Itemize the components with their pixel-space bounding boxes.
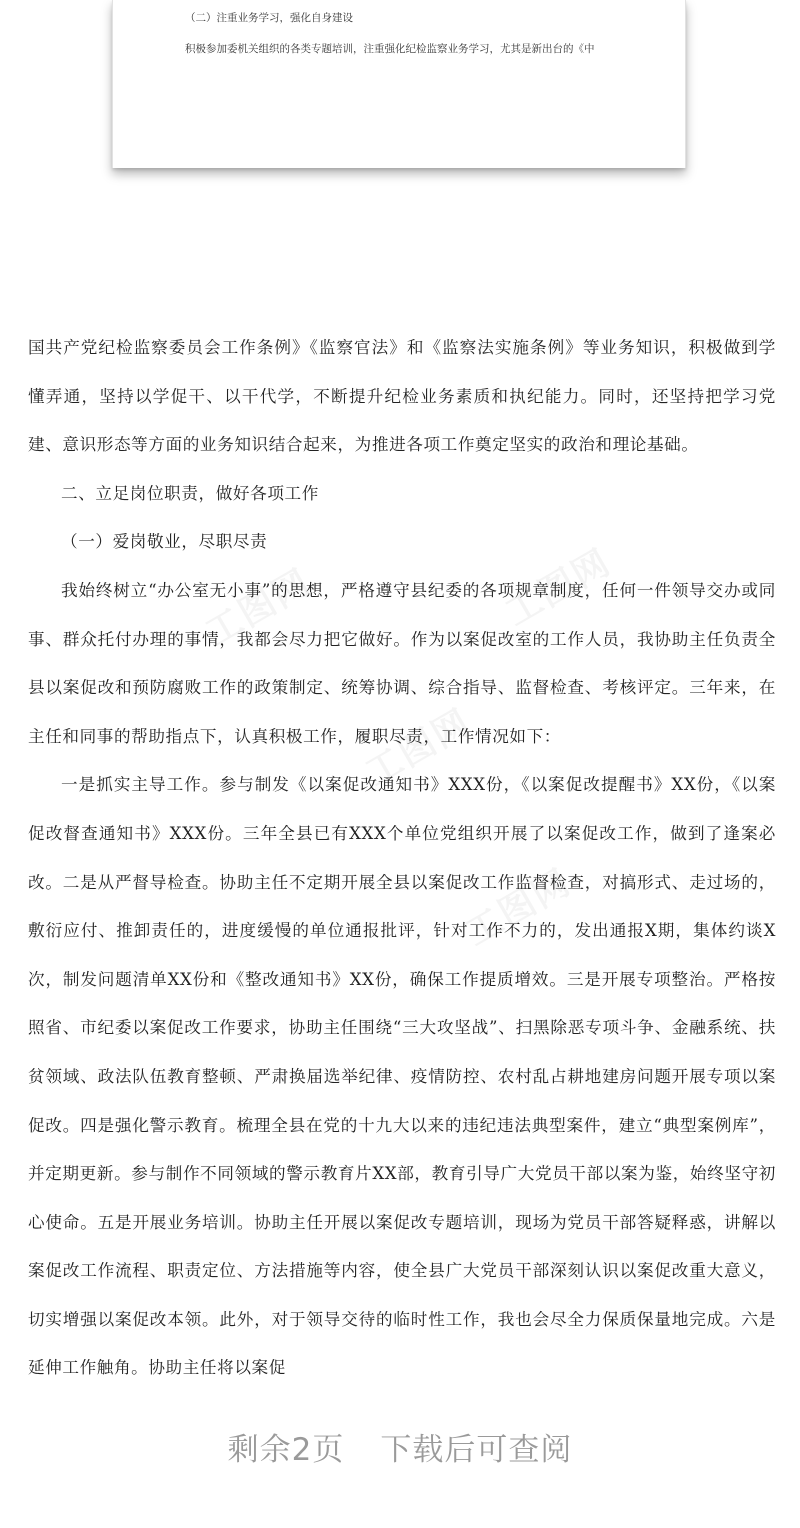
paragraph: 我始终树立“办公室无小事”的思想，严格遵守县纪委的各项规章制度，任何一件领导交办或同事、群众托付办理的事情，我都会尽力把它做好。作为以案促改室的工作人员，我协助主任负责全县以案促改和预防腐败工作的政策制定、统筹协调、综合指导、监督检查、考核评定。三年来，在主任和同事的帮助指点下，认真积极工作，履职尽责，工作情况如下： — [28, 580, 776, 746]
preview-heading: （二）注重业务学习，强化自身建设 — [185, 12, 353, 24]
preview-card — [112, 0, 686, 168]
subsection-heading: （一）爱岗敬业，尽职尽责 — [61, 532, 268, 552]
remaining-pages-banner[interactable] — [0, 1428, 800, 1472]
remaining-pages-label: 剩余2页 — [227, 1432, 345, 1468]
paragraph-continuation: 国共产党纪检监察委员会工作条例》《监察官法》和《监察法实施条例》等业务知识，积极做到学懂弄通，坚持以学促干、以干代学，不断提升纪检业务素质和执纪能力。同时，还坚持把学习党建、意识形态等方面的业务知识结合起来，为推进各项工作奠定坚实的政治和理论基础。 — [28, 338, 776, 455]
preview-text: 积极参加委机关组织的各类专题培训，注重强化纪检监察业务学习，尤其是新出台的《中 — [185, 43, 595, 55]
document-body — [28, 324, 776, 1393]
paragraph: 一是抓实主导工作。参与制发《以案促改通知书》XXX份，《以案促改提醒书》XX份，《以案促改督查通知书》XXX份。三年全县已有XXX个单位党组织开展了以案促改工作，做到了逢案必改。二是从严督导检查。协助主任不定期开展全县以案促改工作监督检查，对搞形式、走过场的，敷衍应付、推卸责任的，进度缓慢的单位通报批评，针对工作不力的，发出通报X期，集体约谈X次，制发问题清单XX份和《整改通知书》XX份，确保工作提质增效。三是开展专项整治。严格按照省、市纪委以案促改工作要求，协助主任围绕“三大攻坚战”、扫黑除恶专项斗争、金融系统、扶贫领域、政法队伍教育整顿、严肃换届选举纪律、疫情防控、农村乱占耕地建房问题开展专项以案促改。四是强化警示教育。梳理全县在党的十九大以来的违纪违法典型案件，建立“典型案例库”，并定期更新。参与制作不同领域的警示教育片XX部，教育引导广大党员干部以案为鉴，始终坚守初心使命。五是开展业务培训。协助主任开展以案促改专题培训，现场为党员干部答疑释惑，讲解以案促改工作流程、职责定位、方法措施等内容，使全县广大党员干部深刻认识以案促改重大意义，切实增强以案促改本领。此外，对于领导交待的临时性工作，我也会尽全力保质保量地完成。六是延伸工作触角。协助主任将以案促 — [28, 775, 776, 1378]
section-heading: 二、立足岗位职责，做好各项工作 — [61, 483, 319, 503]
download-to-view-label: 下载后可查阅 — [380, 1432, 573, 1468]
